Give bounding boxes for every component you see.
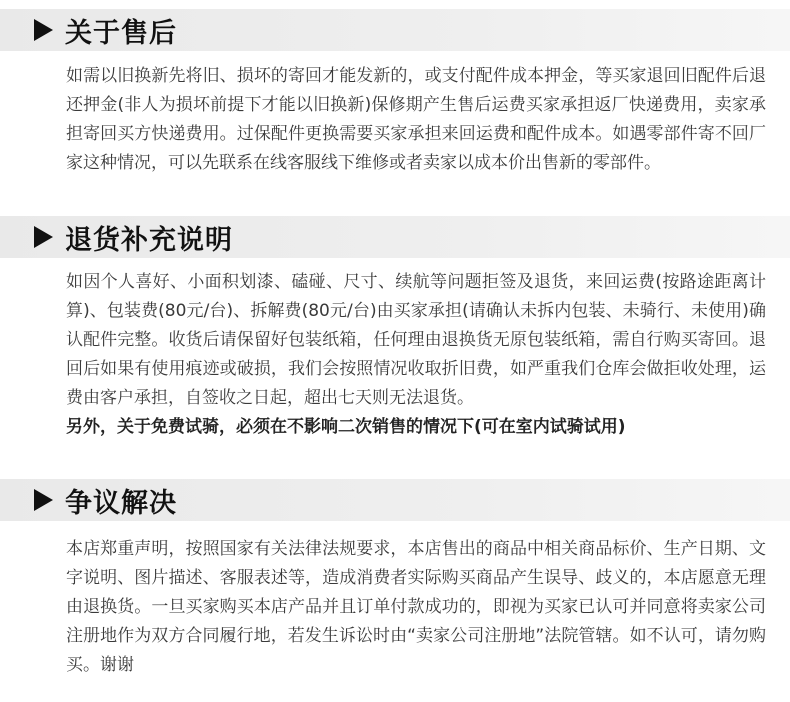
triangle-bullet-icon	[34, 489, 53, 511]
paragraph: 本店郑重声明，按照国家有关法律法规要求，本店售出的商品中相关商品标价、生产日期、文字说明、图片描述、客服表述等，造成消费者实际购买商品产生误导、歧义的，本店愿意无理由退换货。一旦买家购买本店产品并且订单付款成功的，即视为买家已认可并同意将卖家公司注册地作为双方合同履行地，若发生诉讼时由“卖家公司注册地”法院管辖。如不认可，请勿购买。谢谢	[66, 539, 766, 675]
section-title: 关于售后	[65, 17, 177, 49]
section-header-after-sales	[0, 9, 790, 51]
triangle-bullet-icon	[34, 226, 53, 248]
section-title: 退货补充说明	[65, 224, 233, 256]
trial-ride-note: 另外，关于免费试骑，必须在不影响二次销售的情况下(可在室内试骑试用)	[66, 417, 626, 437]
paragraph: 如需以旧换新先将旧、损坏的寄回才能发新的，或支付配件成本押金，等买家退回旧配件后退还押金(非人为损坏前提下才能以旧换新)保修期产生售后运费买家承担返厂快递费用，卖家承担寄回买方快递费用。过保配件更换需要买家承担来回运费和配件成本。如遇零部件寄不回厂家这种情况，可以先联系在线客服线下维修或者卖家以成本价出售新的零部件。	[66, 66, 766, 173]
paragraph: 如因个人喜好、小面积划漆、磕碰、尺寸、续航等问题拒签及退货，来回运费(按路途距离计算)、包装费(80元/台)、拆解费(80元/台)由买家承担(请确认未拆内包装、未骑行、未使用)确认配件完整。收货后请保留好包装纸箱，任何理由退换货无原包装纸箱，需自行购买寄回。退回后如果有使用痕迹或破损，我们会按照情况收取折旧费，如严重我们仓库会做拒收处理，运费由客户承担，自签收之日起，超出七天则无法退货。	[66, 272, 766, 408]
section-header-dispute	[0, 479, 790, 521]
section-body-after-sales	[66, 62, 766, 178]
section-body-dispute	[66, 535, 766, 680]
section-body-return-notes	[66, 268, 766, 442]
section-title: 争议解决	[65, 487, 177, 519]
triangle-bullet-icon	[34, 19, 53, 41]
section-header-return-notes	[0, 216, 790, 258]
